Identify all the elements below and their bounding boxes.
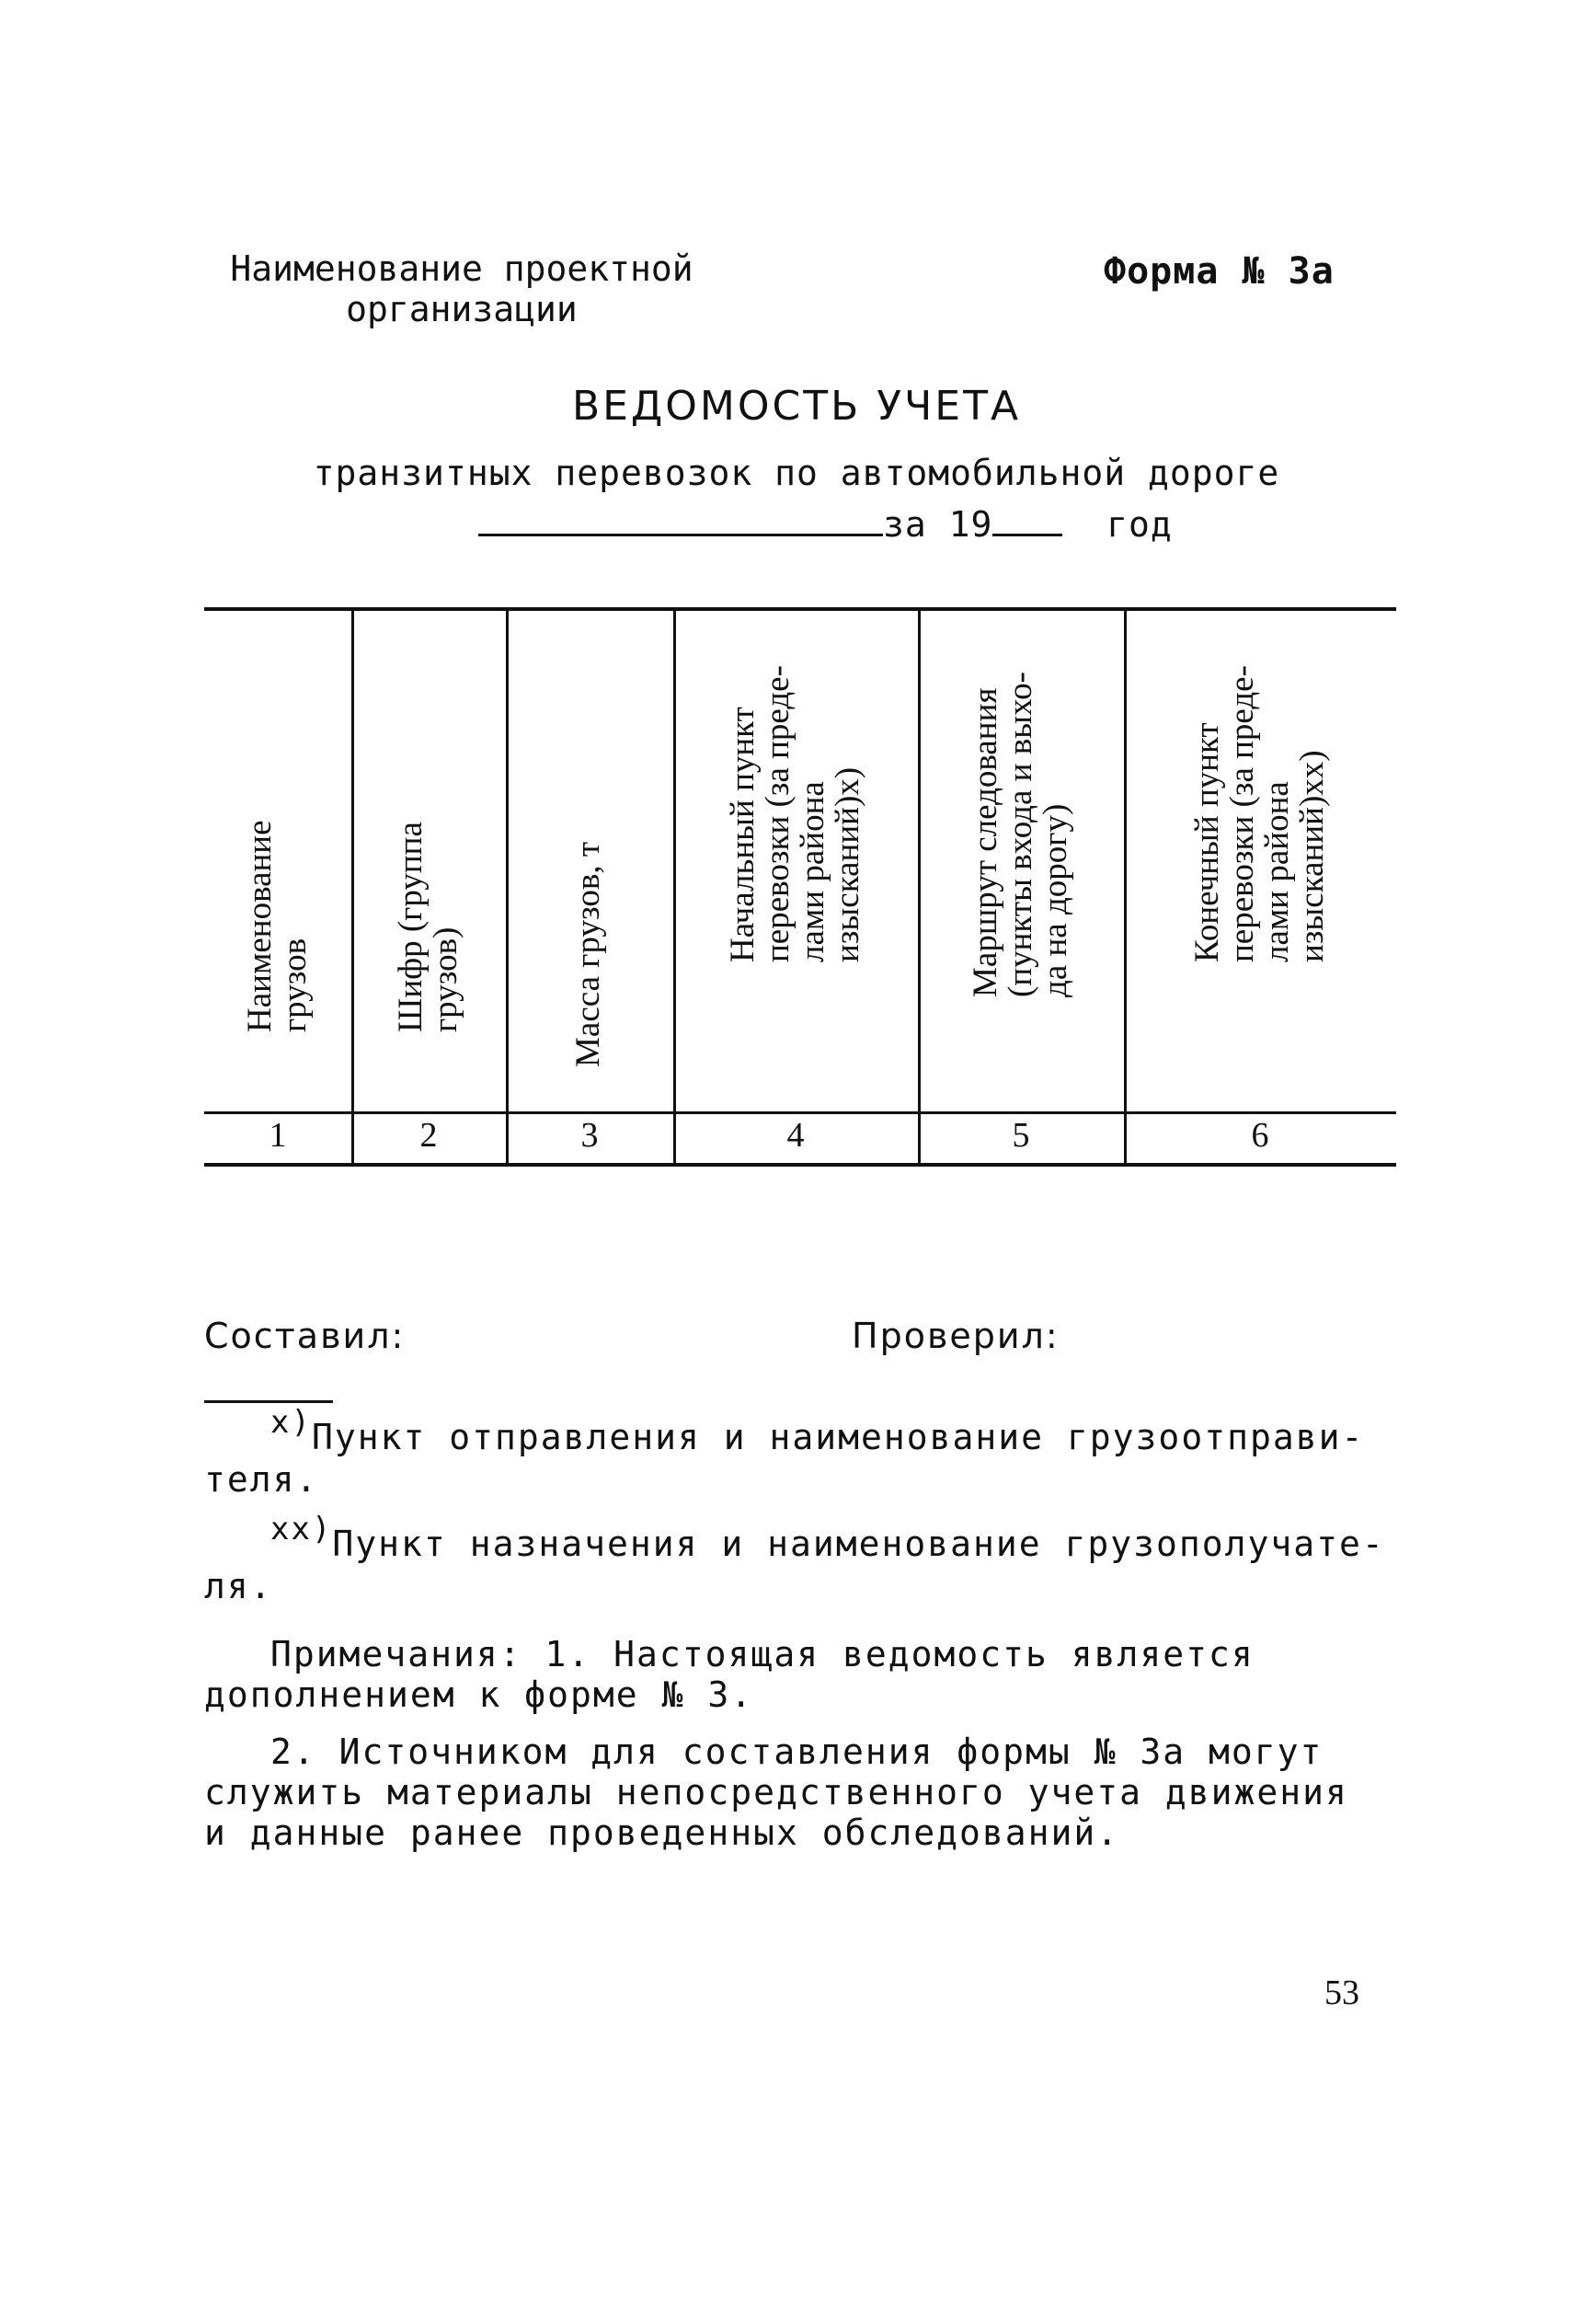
document-subtitle: транзитных перевозок по автомобильной дороге <box>313 453 1280 493</box>
column-header-text: Конечный пункт перевозки (за преде- лами района изысканий)хх) <box>1188 665 1331 962</box>
column-number: 3 <box>580 1116 599 1155</box>
org-line-1: Наименование проектной <box>230 248 693 289</box>
column-header <box>673 613 918 1110</box>
form-table <box>204 607 1396 1170</box>
year-suffix: год <box>1106 504 1173 545</box>
footnote-rule <box>204 1400 333 1403</box>
compiled-by-label: Составил: <box>204 1316 406 1356</box>
column-number: 2 <box>419 1116 438 1155</box>
table-header-rule <box>204 1111 1396 1114</box>
checked-by-label: Проверил: <box>852 1316 1060 1356</box>
document-title: ВЕДОМОСТЬ УЧЕТА <box>571 383 1022 430</box>
footnote-1-text: Пункт отправления и наименование грузоотправи- <box>311 1417 1365 1457</box>
column-number: 4 <box>786 1116 805 1155</box>
notes-block <box>204 1634 1400 1853</box>
road-name-blank <box>478 534 883 536</box>
year-line <box>478 504 1173 545</box>
footnote-2-mark: хх) <box>270 1511 333 1547</box>
table-bottom-rule <box>204 1163 1396 1167</box>
table-top-rule <box>204 607 1396 611</box>
notes-line-4: служить материалы непосредственного учета движения <box>204 1772 1348 1812</box>
footnote-2-text: Пункт назначения и наименование грузополучате- <box>332 1524 1385 1564</box>
footnote-2 <box>204 1511 1400 1606</box>
column-header-text: Шифр (группа грузов) <box>392 822 464 1032</box>
year-blank <box>992 534 1062 536</box>
organization-name-label <box>204 248 719 329</box>
column-header <box>204 613 351 1110</box>
footnote-1-line-1 <box>204 1404 1400 1459</box>
column-header <box>351 613 506 1110</box>
notes-line-1: Примечания: 1. Настоящая ведомость является <box>270 1634 1255 1674</box>
year-prefix: за 19 <box>883 504 993 545</box>
org-line-2: организации <box>346 289 578 329</box>
footnote-1-mark: х) <box>270 1404 312 1441</box>
footnote-1 <box>204 1404 1400 1500</box>
form-number: Форма № 3а <box>1104 250 1335 293</box>
column-header <box>918 613 1124 1110</box>
column-number: 1 <box>269 1116 287 1155</box>
notes-line-2: дополнением к форме № 3. <box>204 1674 754 1715</box>
page-number: 53 <box>1324 1973 1359 2012</box>
column-header <box>1124 613 1396 1110</box>
footnote-1-line-2: теля. <box>204 1459 319 1500</box>
column-header-text: Наименование грузов <box>241 820 314 1032</box>
notes-line-5: и данные ранее проведенных обследований. <box>204 1812 1120 1853</box>
column-header-text: Маршрут следования (пункты входа и выхо- да на дорогу) <box>967 672 1074 997</box>
column-number: 6 <box>1251 1116 1269 1155</box>
column-header <box>506 613 673 1110</box>
column-header-text: Масса грузов, т <box>569 841 607 1067</box>
footnote-2-line-2: ля. <box>204 1566 273 1606</box>
notes-line-3: 2. Источником для составления формы № 3а могут <box>270 1731 1324 1772</box>
column-header-text: Начальный пункт перевозки (за преде- лами района изысканий)х) <box>724 665 866 962</box>
column-number: 5 <box>1012 1116 1030 1155</box>
footnote-2-line-1 <box>204 1511 1400 1566</box>
